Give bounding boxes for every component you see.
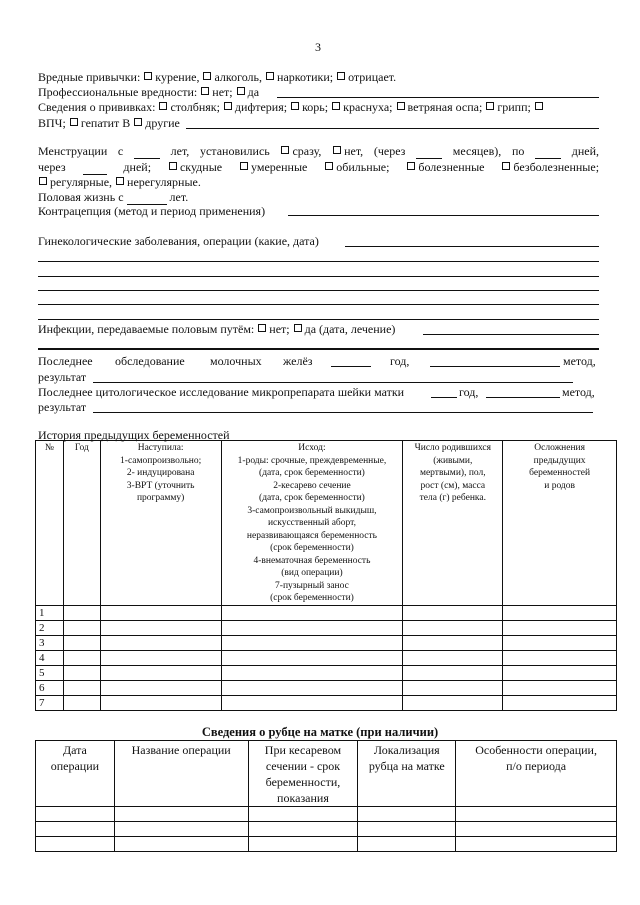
table-row [36,605,617,620]
outcome-line: 2-кесарево сечение [273,480,351,491]
contraception-label: Контрацепция (метод и период применения) [38,204,266,218]
cytology-result-label: результат [38,400,87,414]
breast-word-mammary: молочных [210,354,262,368]
menstruation-line-3 [38,175,201,189]
sexual-life-label: Половая жизнь с [38,190,124,204]
cell-term[interactable] [248,807,358,822]
cycle-days-label: дней; [123,160,152,174]
header-line: п/о периода [506,759,567,773]
header-line: операции [50,759,100,773]
cell-year[interactable] [63,665,100,680]
checkbox-denies[interactable] [337,72,345,80]
cell-complications[interactable] [503,695,617,710]
checkbox-smoking[interactable] [144,72,152,80]
children-line: мертвыми), пол, [419,468,486,478]
outcome-line: неразвивающаяся беременность [246,530,377,541]
checkbox-flu[interactable] [486,102,494,110]
cell-year[interactable] [63,680,100,695]
header-cesarean-term [248,741,358,807]
sti-line [38,322,395,336]
breast-exam-line [38,354,601,368]
cycle-prefix: через [38,160,66,174]
cell-outcome[interactable] [221,635,403,650]
cytology-method-field[interactable] [486,397,560,398]
habits-line [38,70,396,84]
cell-complications[interactable] [503,635,617,650]
cell-year[interactable] [63,605,100,620]
option-sti-no: нет; [269,322,290,336]
gynecology-line[interactable] [38,290,599,291]
option-rubella: краснуха; [343,100,393,114]
cell-date[interactable] [36,837,115,852]
header-line: Локализация [373,743,440,757]
option-no: нет; [212,85,233,99]
cell-name[interactable] [114,807,248,822]
cell-year[interactable] [63,635,100,650]
outcome-line: (вид операции) [281,568,343,578]
checkbox-tetanus[interactable] [159,102,167,110]
cell-children[interactable] [403,620,503,635]
menstruation-line-1 [38,144,599,159]
outcome-line: (дата, срок беременности) [259,493,365,503]
checkbox-moderate[interactable] [240,162,248,170]
months-label: месяцев), по [452,144,525,158]
cell-onset[interactable] [100,650,221,665]
cell-complications[interactable] [503,680,617,695]
option-drugs: наркотики; [277,70,334,84]
cell-onset[interactable] [100,605,221,620]
checkbox-other-vaccines[interactable] [134,118,142,126]
checkbox-occupational-no[interactable] [201,87,209,95]
menarche-age-field[interactable] [134,144,160,159]
outcome-line: (срок беременности) [270,543,354,553]
cell-children[interactable] [403,635,503,650]
option-flu: грипп; [497,100,531,114]
header-complications [503,441,617,606]
vaccinations-line-2 [38,116,180,130]
option-painful: болезненные [418,160,485,174]
months-field[interactable] [416,144,442,159]
row-number: 6 [36,680,64,695]
table-row [36,635,617,650]
option-yes: да [247,85,260,99]
outcome-line: 7-пузырный занос [275,580,349,591]
cytology-result-field[interactable] [93,412,593,413]
cell-complications[interactable] [503,665,617,680]
cell-outcome[interactable] [221,665,403,680]
outcome-line: (дата, срок беременности) [259,468,365,478]
option-regular: регулярные, [50,175,113,189]
checkbox-varicella[interactable] [397,102,405,110]
checkbox-heavy[interactable] [325,162,333,170]
header-line: Название операции [131,743,231,757]
sti-line-2[interactable] [38,348,599,350]
menstruation-line-2 [38,160,599,175]
cytology-year-label: год, [459,385,479,399]
onset-line: 2- индуцирована [126,468,195,478]
cell-children[interactable] [403,665,503,680]
cell-location[interactable] [358,807,456,822]
sexual-life-suffix: лет. [169,190,189,204]
cell-outcome[interactable] [221,650,403,665]
outcome-line: (срок беременности) [270,593,354,603]
occupational-field[interactable] [277,97,599,98]
row-number: 1 [36,605,64,620]
checkbox-sti-no[interactable] [258,324,266,332]
checkbox-painless[interactable] [502,162,510,170]
checkbox-drugs[interactable] [266,72,274,80]
outcome-line: 3-самопроизвольный выкидыш, [247,505,377,516]
pregnancies-header-row [36,441,617,606]
cell-children[interactable] [403,695,503,710]
checkbox-immediately[interactable] [281,146,289,154]
complications-line: Осложнения [534,443,585,453]
children-line: рост (см), масса [420,480,486,491]
sti-label: Инфекции, передаваемые половым путём: [38,322,255,336]
header-scar-location [358,741,456,807]
cell-children[interactable] [403,680,503,695]
gynecology-label: Гинекологические заболевания, операции (какие, дата) [38,234,319,248]
checkbox-vaccination-extra[interactable] [535,102,543,110]
outcome-line: искусственный аборт, [267,518,356,528]
checkbox-scanty[interactable] [169,162,177,170]
table-row [36,822,617,837]
header-operation-date [36,741,115,807]
gynecology-line[interactable] [38,319,599,320]
checkbox-occupational-yes[interactable] [237,87,245,95]
header-year: Год [63,441,100,606]
table-row [36,807,617,822]
gynecology-line[interactable] [38,276,599,277]
cell-location[interactable] [358,822,456,837]
breast-exam-year-field[interactable] [331,366,371,367]
option-diphtheria: дифтерия; [234,100,288,114]
table-row [36,695,617,710]
cell-features[interactable] [456,807,617,822]
option-varicella: ветряная оспа; [407,100,483,114]
row-number: 4 [36,650,64,665]
row-number: 3 [36,635,64,650]
cell-outcome[interactable] [221,605,403,620]
scar-table [35,740,617,852]
header-line: сечении - срок [265,759,341,773]
cell-children[interactable] [403,605,503,620]
cell-onset[interactable] [100,695,221,710]
breast-word-glands: желёз [283,354,313,368]
established-label: лет, установились [170,144,270,158]
header-line: беременности, [265,775,341,789]
cell-complications[interactable] [503,650,617,665]
breast-exam-method-field[interactable] [430,366,560,367]
header-onset [100,441,221,606]
sti-field[interactable] [423,334,599,335]
table-row [36,650,617,665]
option-sti-yes: да (дата, лечение) [304,322,396,336]
cell-outcome[interactable] [221,620,403,635]
header-line: Дата [62,743,87,757]
checkbox-sti-yes[interactable] [294,324,302,332]
table-row [36,680,617,695]
cell-year[interactable] [63,620,100,635]
option-after: нет, (через [344,144,406,158]
gynecology-line[interactable] [38,304,599,305]
outcome-line: 4-внематочная беременность [253,555,371,566]
onset-line: 1-самопроизвольно; [120,455,202,466]
option-other: другие [145,116,180,130]
pregnancies-table [35,440,617,711]
menstruation-prefix: Менструации с [38,144,124,158]
cytology-line [38,385,601,399]
cell-year[interactable] [63,695,100,710]
breast-word-exam: обследование [115,354,185,368]
occupational-label: Профессиональные вредности: [38,85,198,99]
option-smoking: курение, [155,70,200,84]
cell-term[interactable] [248,822,358,837]
option-moderate: умеренные [251,160,308,174]
complications-line: беременностей [529,468,591,478]
cell-features[interactable] [456,837,617,852]
vaccinations-other-field[interactable] [186,128,599,129]
breast-result-field[interactable] [93,382,573,383]
complications-line: предыдущих [533,455,586,466]
outcome-line: Исход: [298,443,326,453]
complications-line: и родов [544,480,575,491]
header-operation-features [456,741,617,807]
option-heavy: обильные; [336,160,390,174]
header-line: При кесаревом [264,743,342,757]
vaccinations-label: Сведения о прививках: [38,100,156,114]
cytology-label: Последнее цитологическое исследование микропрепарата шейки матки [38,385,405,399]
breast-word-year: год, [390,354,410,368]
cell-term[interactable] [248,837,358,852]
checkbox-rubella[interactable] [332,102,340,110]
breast-word-last: Последнее [38,354,93,368]
contraception-field[interactable] [288,215,599,216]
breast-word-method: метод, [563,354,596,368]
children-line: (живыми, [433,455,473,466]
cell-outcome[interactable] [221,695,403,710]
header-children [403,441,503,606]
cell-year[interactable] [63,650,100,665]
days-label: дней, [571,144,600,158]
option-immediately: сразу, [292,144,322,158]
onset-line: Наступила: [137,443,184,453]
option-alcohol: алкоголь, [214,70,263,84]
option-hepatitis-b: гепатит В [80,116,131,130]
cell-name[interactable] [114,822,248,837]
vaccinations-line-1 [38,100,546,114]
cell-onset[interactable] [100,665,221,680]
checkbox-regular[interactable] [39,177,47,185]
page-number: 3 [315,40,321,54]
duration-days-field[interactable] [535,144,561,159]
cytology-method-label: метод, [562,385,595,399]
outcome-line: 1-роды: срочные, преждевременные, [237,455,387,466]
cell-onset[interactable] [100,680,221,695]
cell-outcome[interactable] [221,680,403,695]
children-line: Число родившихся [414,443,492,453]
table-row [36,620,617,635]
cell-children[interactable] [403,650,503,665]
option-irregular: нерегулярные. [127,175,201,189]
checkbox-not-immediately[interactable] [333,146,341,154]
option-hpv: ВПЧ; [38,116,66,130]
header-line: Особенности операции, [475,743,597,757]
children-line: тела (г) ребенка. [419,493,486,503]
checkbox-irregular[interactable] [116,177,124,185]
checkbox-hepatitis-b[interactable] [70,118,78,126]
onset-line: 3-ВРТ (уточнить [126,480,195,491]
cell-name[interactable] [114,837,248,852]
row-number: 7 [36,695,64,710]
cell-onset[interactable] [100,620,221,635]
scar-header-row [36,741,617,807]
header-line: рубца на матке [368,759,445,773]
cell-features[interactable] [456,822,617,837]
row-number: 2 [36,620,64,635]
header-operation-name [114,741,248,807]
checkbox-painful[interactable] [407,162,415,170]
cell-date[interactable] [36,807,115,822]
header-outcome [221,441,403,606]
occupational-line [38,85,259,99]
sexual-life-age-field[interactable] [127,190,167,205]
cell-complications[interactable] [503,620,617,635]
header-number: № [36,441,64,606]
cell-date[interactable] [36,822,115,837]
option-scanty: скудные [179,160,223,174]
pregnancies-title: История предыдущих беременностей [38,428,230,442]
row-number: 5 [36,665,64,680]
header-line: показания [277,791,329,805]
onset-line: программу) [136,493,185,503]
cell-location[interactable] [358,837,456,852]
cytology-year-field[interactable] [431,397,457,398]
checkbox-alcohol[interactable] [203,72,211,80]
checkbox-measles[interactable] [291,102,299,110]
scar-title: Сведения о рубце на матке (при наличии) [201,725,439,739]
checkbox-diphtheria[interactable] [224,102,232,110]
option-measles: корь; [302,100,329,114]
cell-complications[interactable] [503,605,617,620]
breast-result-label: результат [38,370,87,384]
option-denies: отрицает. [348,70,397,84]
table-row [36,837,617,852]
habits-label: Вредные привычки: [38,70,141,84]
cell-onset[interactable] [100,635,221,650]
sexual-life-line [38,190,188,205]
gynecology-field[interactable] [345,246,599,247]
option-painless: безболезненные; [513,160,600,174]
table-row [36,665,617,680]
cycle-days-field[interactable] [83,160,107,175]
option-tetanus: столбняк; [170,100,220,114]
gynecology-line[interactable] [38,261,599,262]
